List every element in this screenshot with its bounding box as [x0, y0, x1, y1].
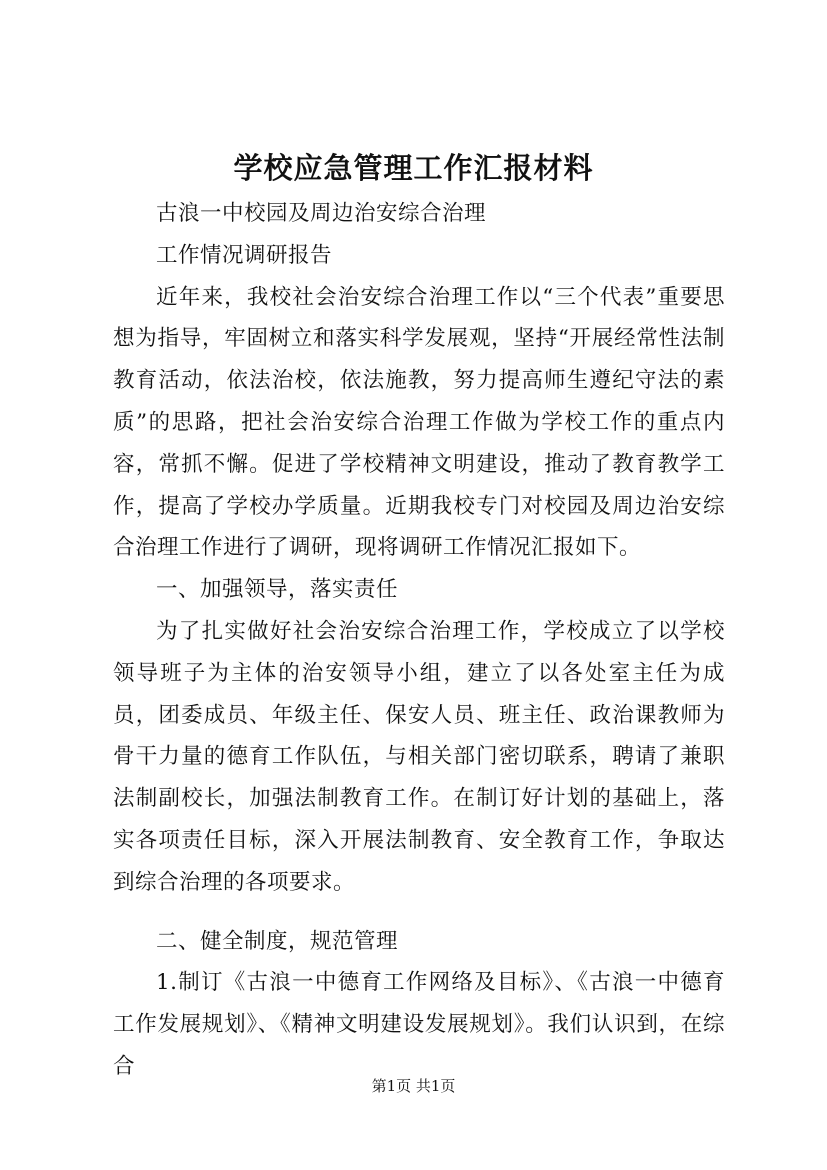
subtitle-line-1: 古浪一中校园及周边治安综合治理: [156, 201, 487, 226]
intro-paragraph: 近年来，我校社会治安综合治理工作以“三个代表”重要思想为指导，牢固树立和落实科学发展观，坚持“开展经常性法制教育活动，依法治校，依法施教，努力提高师生遵纪守法的素质”的思路，把社会治安综合治理工作做为学校工作的重点内容，常抓不懈。促进了学校精神文明建设，推动了教育教学工作，提高了学校办学质量。近期我校专门对校园及周边治安综合治理工作进行了调研，现将调研工作情况汇报如下。: [113, 284, 725, 561]
section-1-paragraph: 为了扎实做好社会治安综合治理工作，学校成立了以学校领导班子为主体的治安领导小组，建立了以各处室主任为成员，团委成员、年级主任、保安人员、班主任、政治课教师为骨干力量的德育工作队伍，与相关部门密切联系，聘请了兼职法制副校长，加强法制教育工作。在制订好计划的基础上，落实各项责任目标，深入开展法制教育、安全教育工作，争取达到综合治理的各项要求。: [113, 618, 725, 895]
section-2-paragraph: 1.制订《古浪一中德育工作网络及目标》、《古浪一中德育工作发展规划》、《精神文明建设发展规划》。我们认识到，在综合: [113, 970, 725, 1079]
subtitle-line-2: 工作情况调研报告: [156, 242, 333, 268]
page-footer: 第1页 共1页: [371, 1077, 456, 1095]
section-heading-2: 二、健全制度，规范管理: [156, 928, 399, 954]
document-body: [113, 193, 725, 1088]
document-title: 学校应急管理工作汇报材料: [233, 151, 594, 185]
section-heading-1: 一、加强领导，落实责任: [156, 577, 399, 603]
